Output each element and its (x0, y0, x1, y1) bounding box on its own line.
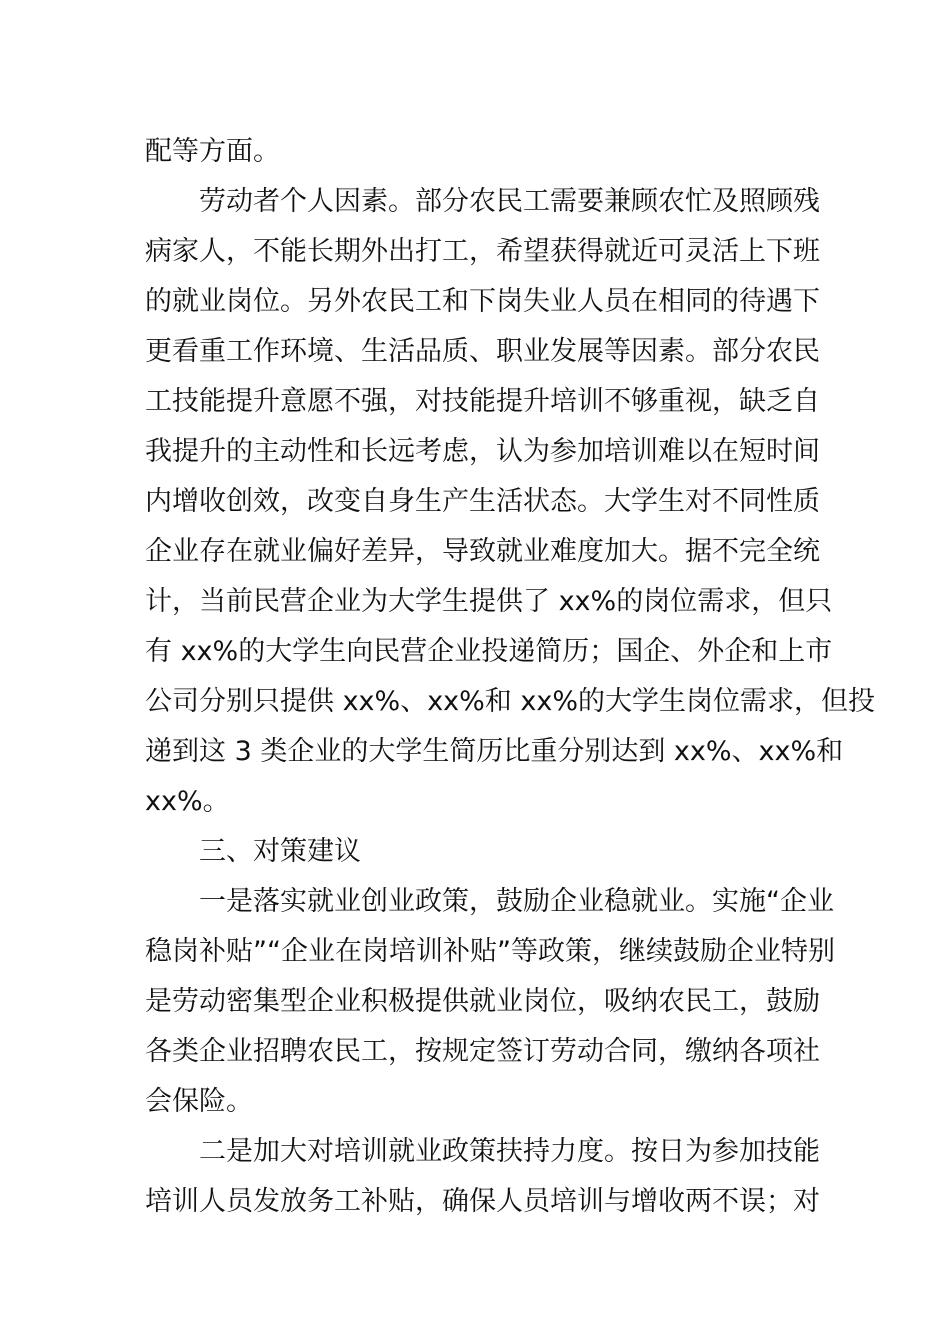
paragraph-line: 公司分别只提供 xx%、xx%和 xx%的大学生岗位需求，但投 (145, 686, 876, 717)
paragraph-line: 我提升的主动性和长远考虑，认为参加培训难以在短时间 (145, 436, 820, 467)
paragraph-line: 有 xx%的大学生向民营企业投递简历；国企、外企和上市 (145, 636, 833, 667)
paragraph-first-line: 一是落实就业创业政策，鼓励企业稳就业。实施“企业 (199, 886, 834, 917)
paragraph-tail-line: 会保险。 (145, 1086, 253, 1117)
paragraph-line: 稳岗补贴”“企业在岗培训补贴”等政策，继续鼓励企业特别 (145, 936, 835, 967)
body-text (145, 127, 876, 1227)
paragraph-line: 病家人，不能长期外出打工，希望获得就近可灵活上下班 (145, 236, 820, 267)
paragraph-line: 各类企业招聘农民工，按规定签订劳动合同，缴纳各项社 (145, 1036, 820, 1067)
paragraph-first-line: 劳动者个人因素。部分农民工需要兼顾农忙及照顾残 (199, 186, 820, 217)
paragraph-tail-line: xx%。 (145, 786, 230, 817)
paragraph-line: 企业存在就业偏好差异，导致就业难度加大。据不完全统 (145, 536, 820, 567)
paragraph-line: 工技能提升意愿不强，对技能提升培训不够重视，缺乏自 (145, 386, 820, 417)
paragraph-line: 内增收创效，改变自身生产生活状态。大学生对不同性质 (145, 486, 820, 517)
paragraph-tail-line: 配等方面。 (145, 136, 280, 167)
paragraph-line: 培训人员发放务工补贴，确保人员培训与增收两不误；对 (145, 1186, 820, 1217)
paragraph-line: 更看重工作环境、生活品质、职业发展等因素。部分农民 (145, 336, 820, 367)
paragraph-line: 是劳动密集型企业积极提供就业岗位，吸纳农民工，鼓励 (145, 986, 820, 1017)
paragraph-first-line: 二是加大对培训就业政策扶持力度。按日为参加技能 (199, 1136, 820, 1167)
paragraph-line: 计，当前民营企业为大学生提供了 xx%的岗位需求，但只 (145, 586, 833, 617)
paragraph-line: 的就业岗位。另外农民工和下岗失业人员在相同的待遇下 (145, 286, 820, 317)
paragraph-line: 递到这 3 类企业的大学生简历比重分别达到 xx%、xx%和 (145, 736, 844, 767)
section-heading: 三、对策建议 (199, 836, 361, 867)
